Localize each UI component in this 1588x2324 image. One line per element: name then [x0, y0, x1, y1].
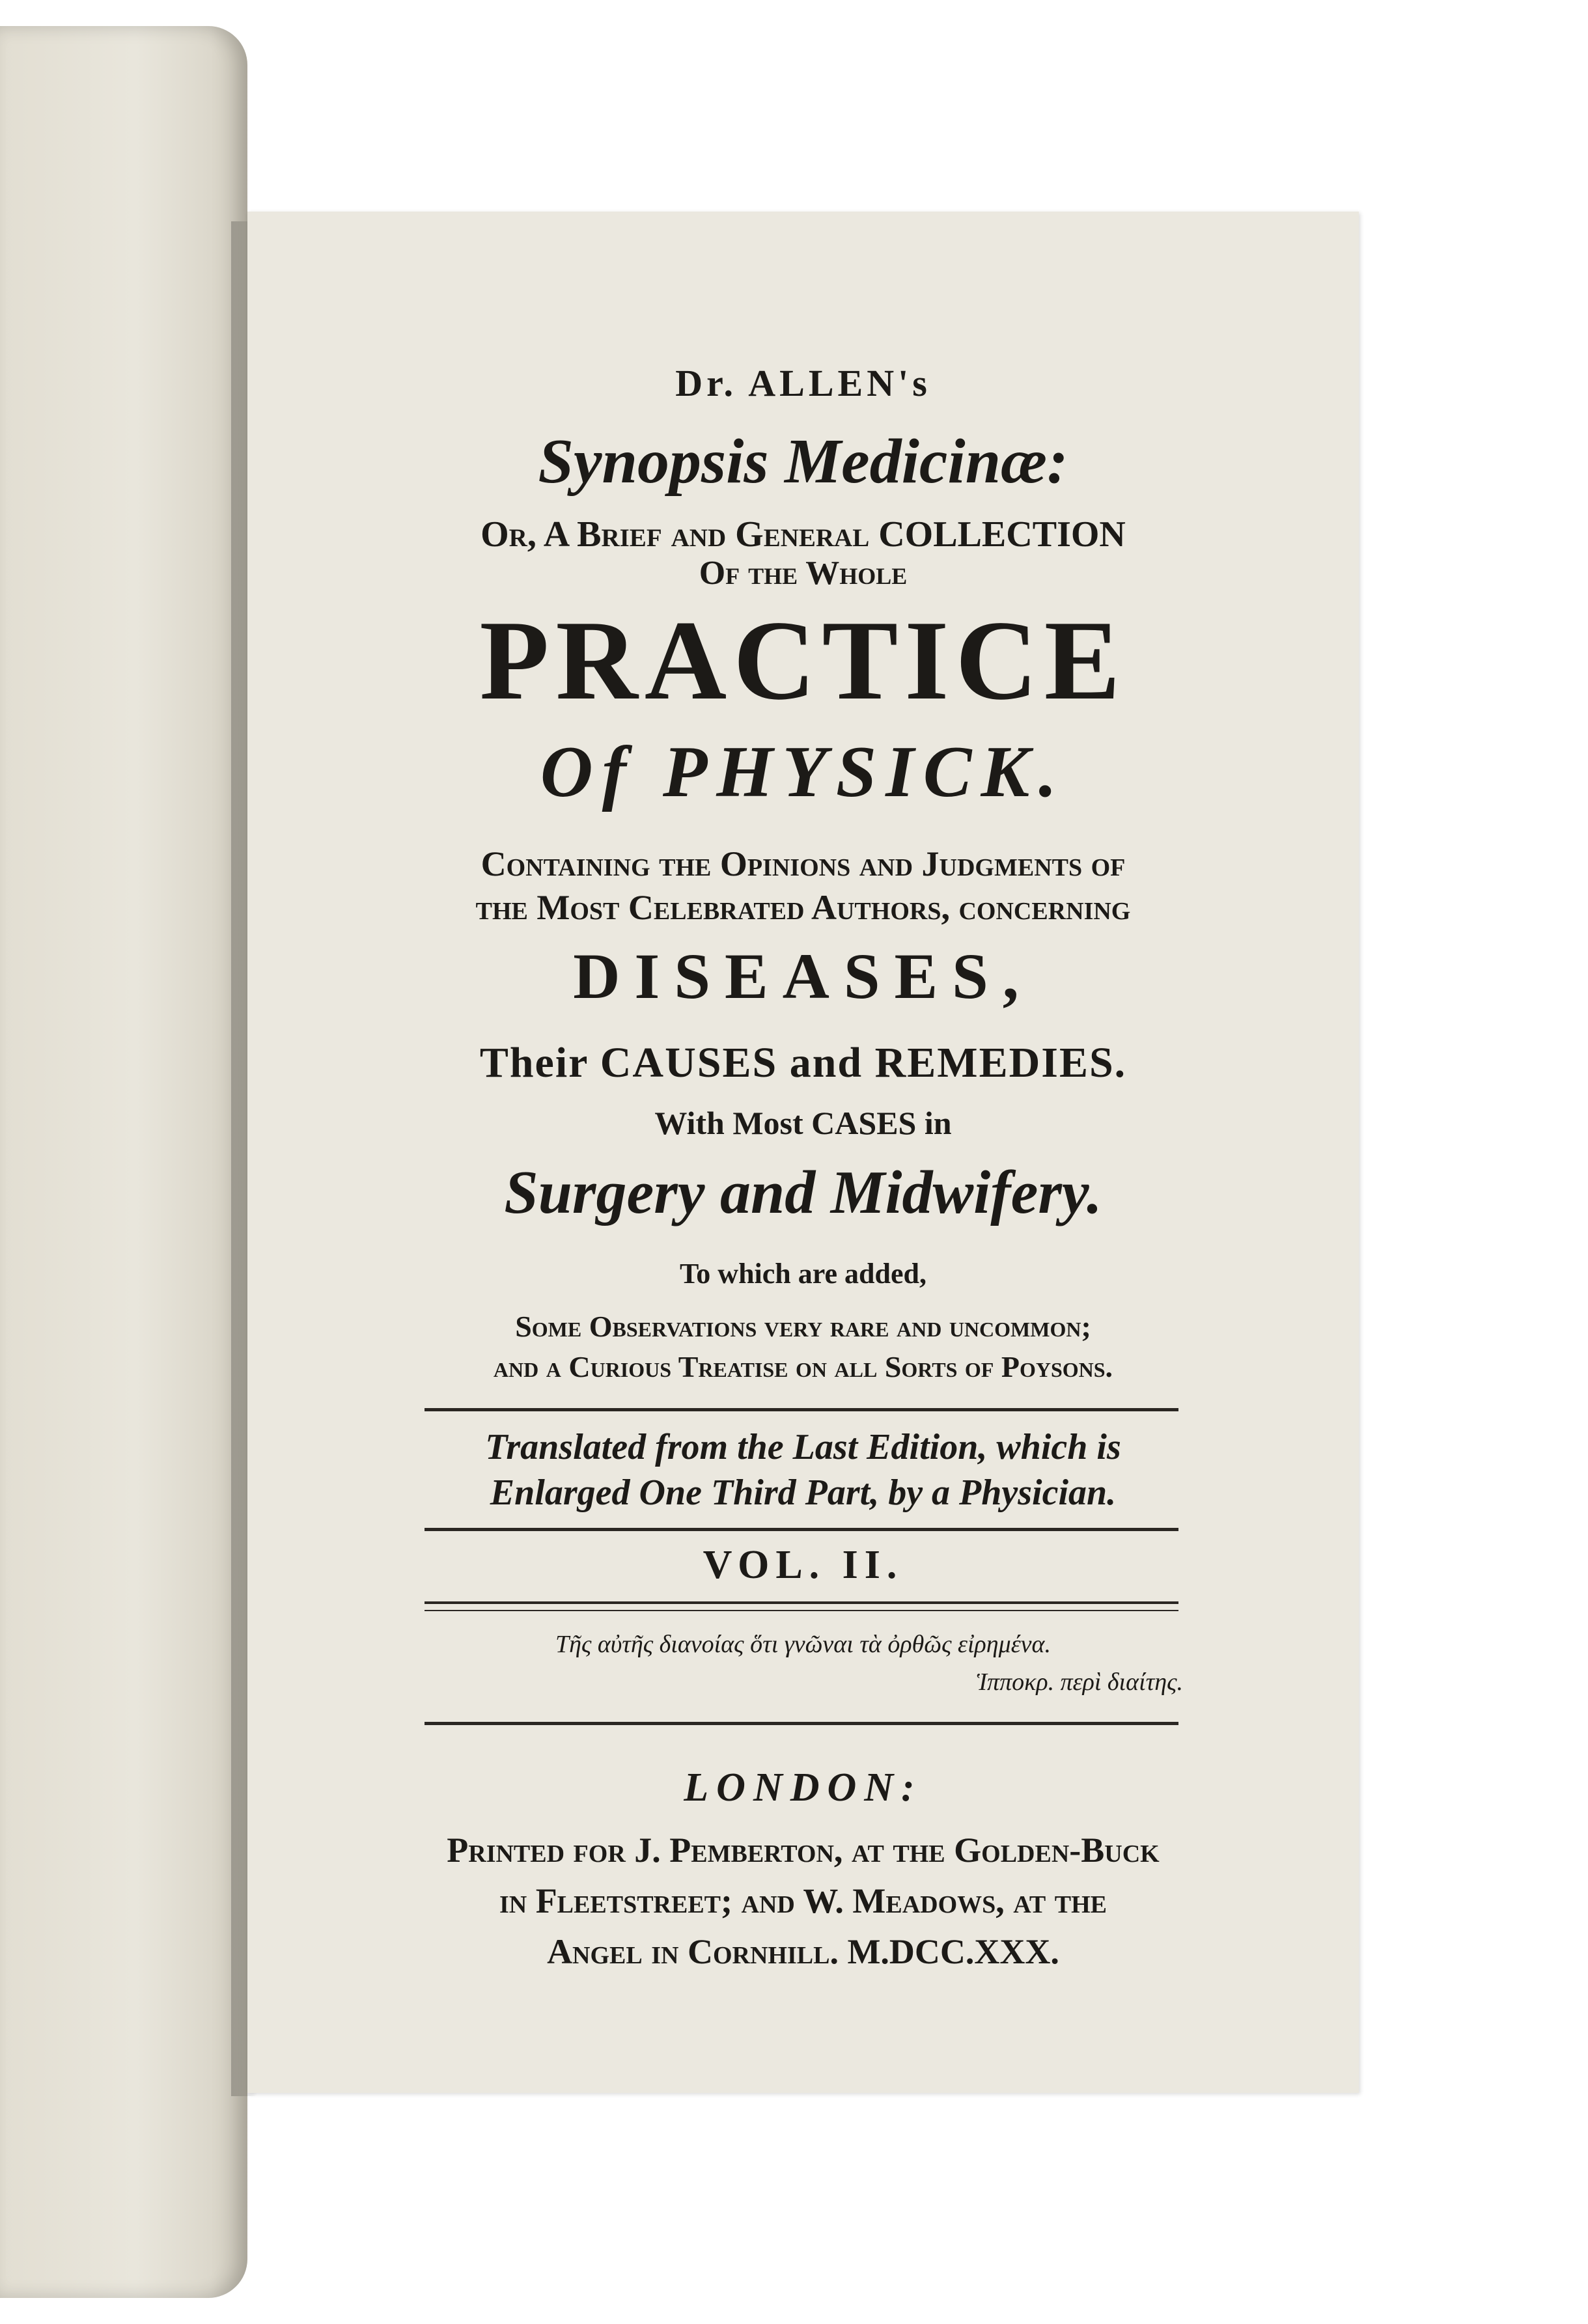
big-title-practice: PRACTICE	[479, 597, 1127, 723]
rule-4	[425, 1722, 1178, 1725]
greek-quote: Τῆς αὐτῆς διανοίας ὅτι γνῶναι τὰ ὀρθῶς εἰρημένα.	[555, 1631, 1051, 1658]
volume-line: VOL. II.	[703, 1543, 904, 1587]
subtitle-line-2: Of the Whole	[699, 555, 908, 592]
rule-1	[425, 1408, 1178, 1411]
with-cases-line: With Most CASES in	[654, 1105, 952, 1141]
rule-2	[425, 1528, 1178, 1531]
main-title: Synopsis Medicinæ:	[538, 426, 1068, 497]
containing-line-2: the Most Celebrated Authors, concerning	[475, 888, 1131, 927]
imprint-line-1: Printed for J. Pemberton, at the Golden-Buck	[447, 1831, 1160, 1870]
causes-line: Their CAUSES and REMEDIES.	[479, 1039, 1127, 1086]
containing-line-1: Containing the Opinions and Judgments of	[481, 844, 1126, 883]
observations-line-1: Some Observations very rare and uncommon;	[515, 1310, 1091, 1343]
left-page	[0, 26, 247, 2298]
surgery-line: Surgery and Midwifery.	[504, 1159, 1102, 1226]
added-line: To which are added,	[680, 1258, 926, 1290]
translated-line-2: Enlarged One Third Part, by a Physician.	[490, 1473, 1117, 1513]
title-page	[247, 212, 1359, 2093]
big-title-physick: Of PHYSICK.	[540, 732, 1066, 812]
greek-attribution: Ἱπποκρ. περὶ διαίτης.	[976, 1668, 1183, 1696]
diseases-heading: DISEASES,	[573, 940, 1033, 1012]
subtitle-line-1: Or, A Brief and General COLLECTION	[481, 514, 1126, 555]
city-line: LONDON:	[684, 1765, 923, 1810]
imprint-line-2: in Fleetstreet; and W. Meadows, at the	[499, 1881, 1107, 1920]
author-line: Dr. ALLEN's	[675, 362, 931, 404]
rule-3	[425, 1601, 1178, 1611]
imprint-line-3: Angel in Cornhill. M.DCC.XXX.	[547, 1932, 1059, 1971]
translated-line-1: Translated from the Last Edition, which is	[485, 1427, 1121, 1467]
observations-line-2: and a Curious Treatise on all Sorts of Poysons.	[493, 1350, 1113, 1383]
